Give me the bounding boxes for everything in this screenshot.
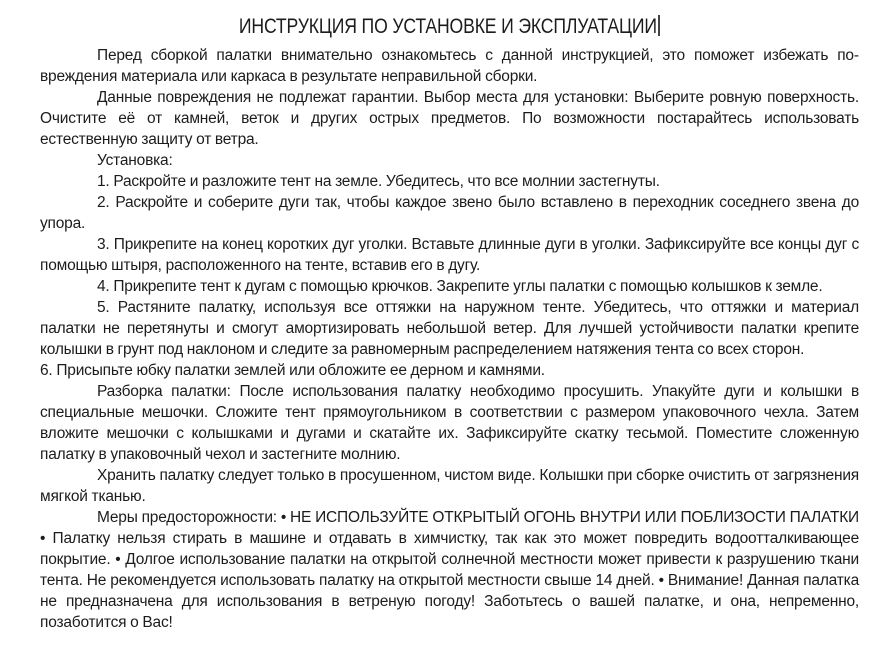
paragraph-precautions[interactable]: Меры предосторожности: • НЕ ИСПОЛЬЗУЙТЕ ОТКРЫТЫЙ ОГОНЬ ВНУТРИ ИЛИ ПОБЛИЗОСТИ ПАЛАТКИ • Палатку нельзя стирать в машине и отдавать в химчистку, так как это может повредить водоотталкивающее покрытие. • Долгое использование палатки на открытой солнечной местности может привести к разрушению ткани тента. Не рекомендуется использовать палатку на открытой местности свыше 14 дней. • Внимание! Данная палатка не предназначена для использования в ветреную погоду! Заботьтесь о вашей палатке, и она, непременно, позаботится о Вас! [40,509,859,631]
paragraph-step-2[interactable]: 2. Раскройте и соберите дуги так, чтобы каждое звено было вставлено в переходник соседнего звена до упора. [40,194,859,232]
paragraph-step-4[interactable]: 4. Прикрепите тент к дугам с помощью крючков. Закрепите углы палатки с помощью колышков к земле. [97,278,823,295]
paragraph-storage[interactable]: Хранить палатку следует только в просушенном, чистом виде. Колышки при сборке очистить от загрязнения мягкой тканью. [40,467,859,505]
document-title-text: ИНСТРУКЦИЯ ПО УСТАНОВКЕ И ЭКСПЛУАТАЦИИ [238,14,657,38]
paragraph-step-6[interactable]: 6. Присыпьте юбку палатки землей или обложите ее дерном и камнями. [40,362,545,379]
paragraph-intro[interactable]: Перед сборкой палатки внимательно ознакомьтесь с данной инструкцией, это поможет избежать повреждения материала или каркаса в результате неправильной сборки. [40,47,859,85]
paragraph-step-3[interactable]: 3. Прикрепите на конец коротких дуг уголки. Вставьте длинные дуги в уголки. Зафиксируйте все концы дуг с помощью штыря, расположенного на тенте, вставив его в дугу. [40,236,859,274]
paragraph-step-5[interactable]: 5. Растяните палатку, используя все оттяжки на наружном тенте. Убедитесь, что оттяжки и материал палатки не перетянуты и смогут амортизировать небольшой ветер. Для лучшей устойчивости палатки крепите колышки в грунт под наклоном и следите за равномерным распределением натяжения тента со всех сторон. [40,299,859,358]
paragraph-setup-heading[interactable]: Установка: [97,152,173,169]
paragraph-disassembly[interactable]: Разборка палатки: После использования палатку необходимо просушить. Упакуйте дуги и колышки в специальные мешочки. Сложите тент прямоугольником в соответствии с размером упаковочного чехла. Затем вложите мешочки с колышками и дугами и скатайте их. Зафиксируйте скатку тесьмой. Поместите сложенную палатку в упаковочный чехол и застегните молнию. [40,383,859,463]
paragraph-site-selection[interactable]: Данные повреждения не подлежат гарантии. Выбор места для установки: Выберите ровную поверхность. Очистите её от камней, веток и других острых предметов. По возможности постарайтесь использовать естественную защиту от ветра. [40,89,859,148]
text-cursor [658,15,660,35]
document-title[interactable] [114,12,786,40]
paragraph-step-1[interactable]: 1. Раскройте и разложите тент на земле. Убедитесь, что все молнии застегнуты. [97,173,660,190]
